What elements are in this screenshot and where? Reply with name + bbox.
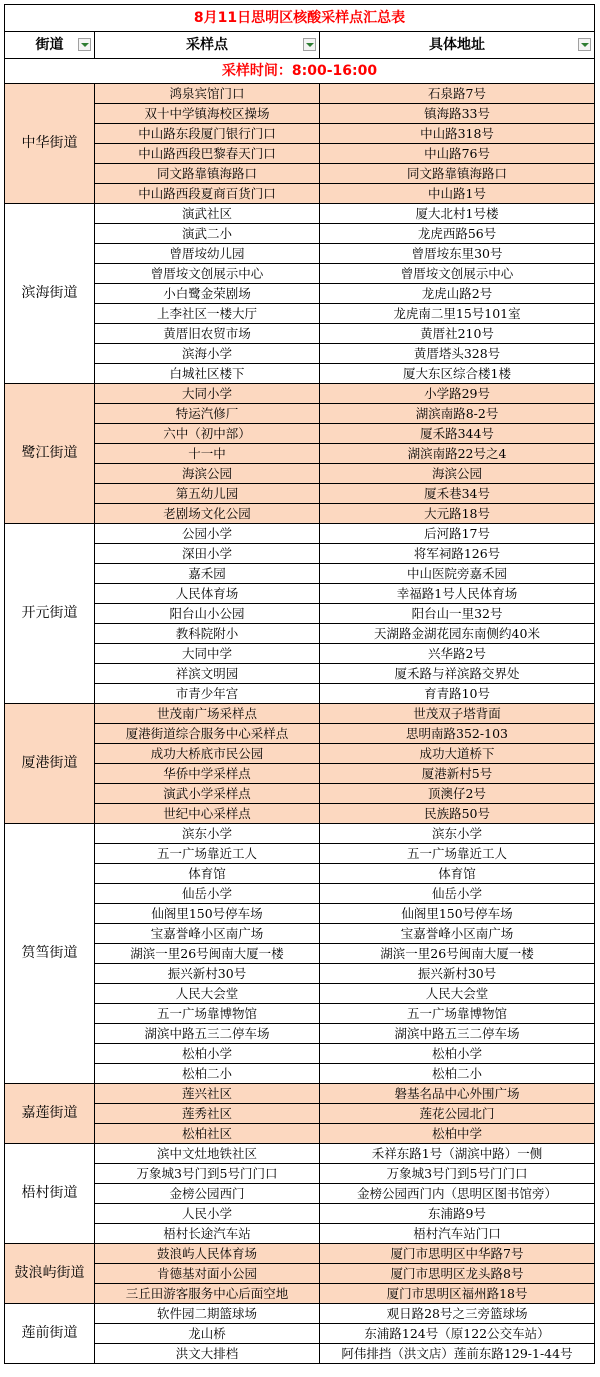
address-cell[interactable]: 中山路76号 [320,144,595,164]
address-cell[interactable]: 阿伟排挡（洪文店）莲前东路129-1-44号 [320,1344,595,1364]
address-cell[interactable]: 振兴新村30号 [320,964,595,984]
address-cell[interactable]: 民族路50号 [320,804,595,824]
site-cell[interactable]: 振兴新村30号 [95,964,320,984]
header-site[interactable] [95,32,320,59]
address-cell[interactable]: 成功大道桥下 [320,744,595,764]
filter-dropdown-icon[interactable] [303,38,316,51]
address-cell[interactable]: 育青路10号 [320,684,595,704]
site-cell[interactable]: 松柏小学 [95,1044,320,1064]
street-cell[interactable]: 鹭江街道 [5,384,95,524]
site-cell[interactable]: 鼓浪屿人民体育场 [95,1244,320,1264]
address-cell[interactable]: 黄厝社210号 [320,324,595,344]
site-cell[interactable]: 厦港街道综合服务中心采样点 [95,724,320,744]
address-cell[interactable]: 仙阁里150号停车场 [320,904,595,924]
address-cell[interactable]: 体育馆 [320,864,595,884]
street-cell[interactable]: 梧村街道 [5,1144,95,1244]
site-cell[interactable]: 第五幼儿园 [95,484,320,504]
site-cell[interactable]: 人民体育场 [95,584,320,604]
address-cell[interactable]: 金榜公园西门内（思明区图书馆旁） [320,1184,595,1204]
sampling-sites-table [4,4,595,1364]
address-cell[interactable]: 天湖路金湖花园东南侧约40米 [320,624,595,644]
site-cell[interactable]: 祥滨文明园 [95,664,320,684]
site-cell[interactable]: 演武小学采样点 [95,784,320,804]
address-cell[interactable]: 仙岳小学 [320,884,595,904]
address-cell[interactable]: 海滨公园 [320,464,595,484]
address-cell[interactable]: 阳台山一里32号 [320,604,595,624]
site-cell[interactable]: 鸿泉宾馆门口 [95,84,320,104]
address-cell[interactable]: 厦门市思明区福州路18号 [320,1284,595,1304]
site-cell[interactable]: 教科院附小 [95,624,320,644]
address-cell[interactable]: 厦禾巷34号 [320,484,595,504]
address-cell[interactable]: 同文路靠镇海路口 [320,164,595,184]
table-row [5,1144,595,1164]
site-cell[interactable]: 松柏二小 [95,1064,320,1084]
table-row [5,1304,595,1324]
site-cell[interactable]: 滨海小学 [95,344,320,364]
table-row [5,1244,595,1264]
site-cell[interactable]: 中山路西段夏商百货门口 [95,184,320,204]
address-cell[interactable]: 兴华路2号 [320,644,595,664]
site-cell[interactable]: 滨东小学 [95,824,320,844]
address-cell[interactable]: 松柏中学 [320,1124,595,1144]
street-cell[interactable]: 滨海街道 [5,204,95,384]
street-cell[interactable]: 莲前街道 [5,1304,95,1364]
site-cell[interactable]: 人民小学 [95,1204,320,1224]
address-cell[interactable]: 思明南路352-103 [320,724,595,744]
site-cell[interactable]: 老剧场文化公园 [95,504,320,524]
site-cell[interactable]: 深田小学 [95,544,320,564]
site-cell[interactable]: 十一中 [95,444,320,464]
header-address[interactable] [320,32,595,59]
site-cell[interactable]: 阳台山小公园 [95,604,320,624]
address-cell[interactable]: 湖滨南路8-2号 [320,404,595,424]
site-cell[interactable]: 市青少年宫 [95,684,320,704]
site-cell[interactable]: 软件园二期篮球场 [95,1304,320,1324]
street-cell[interactable]: 嘉莲街道 [5,1084,95,1144]
sampling-time: 采样时间：8:00-16:00 [5,59,595,84]
site-cell[interactable]: 体育馆 [95,864,320,884]
address-cell[interactable]: 中山路1号 [320,184,595,204]
address-cell[interactable]: 万象城3号门到5号门门口 [320,1164,595,1184]
filter-dropdown-icon[interactable] [78,38,91,51]
sheet-title: 8月11日思明区核酸采样点汇总表 [5,5,595,32]
address-cell[interactable]: 厦禾路344号 [320,424,595,444]
site-cell[interactable]: 湖滨中路五三二停车场 [95,1024,320,1044]
address-cell[interactable]: 东浦路9号 [320,1204,595,1224]
table-row [5,204,595,224]
site-cell[interactable]: 海滨公园 [95,464,320,484]
site-cell[interactable]: 双十中学镇海校区操场 [95,104,320,124]
address-cell[interactable]: 人民大会堂 [320,984,595,1004]
address-cell[interactable]: 龙虎西路56号 [320,224,595,244]
address-cell[interactable]: 镇海路33号 [320,104,595,124]
street-cell[interactable]: 鼓浪屿街道 [5,1244,95,1304]
site-cell[interactable]: 仙阁里150号停车场 [95,904,320,924]
address-cell[interactable]: 磐基名品中心外围广场 [320,1084,595,1104]
header-street-label: 街道 [35,36,64,53]
header-row [5,32,595,59]
site-cell[interactable]: 五一广场靠近工人 [95,844,320,864]
title-row [5,5,595,32]
site-cell[interactable]: 白城社区楼下 [95,364,320,384]
address-cell[interactable]: 厦门市思明区中华路7号 [320,1244,595,1264]
table-row [5,84,595,104]
header-address-label: 具体地址 [429,36,486,53]
site-cell[interactable]: 金榜公园西门 [95,1184,320,1204]
site-cell[interactable]: 中山路西段巴黎春天门口 [95,144,320,164]
table-row [5,704,595,724]
site-cell[interactable]: 湖滨一里26号闽南大厦一楼 [95,944,320,964]
address-cell[interactable]: 湖滨中路五三二停车场 [320,1024,595,1044]
header-street[interactable] [5,32,95,59]
site-cell[interactable]: 莲秀社区 [95,1104,320,1124]
site-cell[interactable]: 华侨中学采样点 [95,764,320,784]
site-cell[interactable]: 莲兴社区 [95,1084,320,1104]
site-cell[interactable]: 梧村长途汽车站 [95,1224,320,1244]
street-cell[interactable]: 开元街道 [5,524,95,704]
address-cell[interactable]: 观日路28号之三旁篮球场 [320,1304,595,1324]
address-cell[interactable]: 曾厝垵文创展示中心 [320,264,595,284]
street-cell[interactable]: 厦港街道 [5,704,95,824]
table-row [5,824,595,844]
site-cell[interactable]: 小白鹭金荣剧场 [95,284,320,304]
address-cell[interactable]: 松柏小学 [320,1044,595,1064]
address-cell[interactable]: 厦大北村1号楼 [320,204,595,224]
address-cell[interactable]: 中山路318号 [320,124,595,144]
address-cell[interactable]: 宝嘉誉峰小区南广场 [320,924,595,944]
site-cell[interactable]: 大同中学 [95,644,320,664]
site-cell[interactable]: 曾厝垵幼儿园 [95,244,320,264]
address-cell[interactable]: 将军祠路126号 [320,544,595,564]
address-cell[interactable]: 东浦路124号（原122公交车站） [320,1324,595,1344]
address-cell[interactable]: 厦禾路与祥滨路交界处 [320,664,595,684]
address-cell[interactable]: 五一广场靠博物馆 [320,1004,595,1024]
address-cell[interactable]: 龙虎南二里15号101室 [320,304,595,324]
address-cell[interactable]: 世茂双子塔背面 [320,704,595,724]
site-cell[interactable]: 万象城3号门到5号门门口 [95,1164,320,1184]
address-cell[interactable]: 湖滨南路22号之4 [320,444,595,464]
table-row [5,384,595,404]
address-cell[interactable]: 龙虎山路2号 [320,284,595,304]
address-cell[interactable]: 幸福路1号人民体育场 [320,584,595,604]
address-cell[interactable]: 厦港新村5号 [320,764,595,784]
address-cell[interactable]: 禾祥东路1号（湖滨中路）一侧 [320,1144,595,1164]
address-cell[interactable]: 小学路29号 [320,384,595,404]
site-cell[interactable]: 人民大会堂 [95,984,320,1004]
address-cell[interactable]: 中山医院旁嘉禾园 [320,564,595,584]
site-cell[interactable]: 公园小学 [95,524,320,544]
filter-dropdown-icon[interactable] [578,38,591,51]
address-cell[interactable]: 黄厝塔头328号 [320,344,595,364]
address-cell[interactable]: 后河路17号 [320,524,595,544]
address-cell[interactable]: 厦门市思明区龙头路8号 [320,1264,595,1284]
site-cell[interactable]: 演武二小 [95,224,320,244]
site-cell[interactable]: 世纪中心采样点 [95,804,320,824]
site-cell[interactable]: 黄厝旧农贸市场 [95,324,320,344]
table-row [5,1084,595,1104]
site-cell[interactable]: 洪文大排档 [95,1344,320,1364]
site-cell[interactable]: 仙岳小学 [95,884,320,904]
header-site-label: 采样点 [186,36,228,53]
street-cell[interactable]: 筼筜街道 [5,824,95,1084]
street-cell[interactable]: 中华街道 [5,84,95,204]
address-cell[interactable]: 莲花公园北门 [320,1104,595,1124]
site-cell[interactable]: 曾厝垵文创展示中心 [95,264,320,284]
address-cell[interactable]: 五一广场靠近工人 [320,844,595,864]
site-cell[interactable]: 三丘田游客服务中心后面空地 [95,1284,320,1304]
address-cell[interactable]: 湖滨一里26号闽南大厦一楼 [320,944,595,964]
address-cell[interactable]: 梧村汽车站门口 [320,1224,595,1244]
table-row [5,524,595,544]
address-cell[interactable]: 大元路18号 [320,504,595,524]
time-row [5,59,595,84]
site-cell[interactable]: 宝嘉誉峰小区南广场 [95,924,320,944]
address-cell[interactable]: 厦大东区综合楼1楼 [320,364,595,384]
site-cell[interactable]: 嘉禾园 [95,564,320,584]
address-cell[interactable]: 松柏二小 [320,1064,595,1084]
address-cell[interactable]: 曾厝垵东里30号 [320,244,595,264]
site-cell[interactable]: 成功大桥底市民公园 [95,744,320,764]
table-body [5,84,595,1364]
address-cell[interactable]: 顶澳仔2号 [320,784,595,804]
address-cell[interactable]: 石泉路7号 [320,84,595,104]
site-cell[interactable]: 上李社区一楼大厅 [95,304,320,324]
site-cell[interactable]: 特运汽修厂 [95,404,320,424]
site-cell[interactable]: 同文路靠镇海路口 [95,164,320,184]
site-cell[interactable]: 龙山桥 [95,1324,320,1344]
site-cell[interactable]: 中山路东段厦门银行门口 [95,124,320,144]
address-cell[interactable]: 滨东小学 [320,824,595,844]
site-cell[interactable]: 松柏社区 [95,1124,320,1144]
site-cell[interactable]: 世茂南广场采样点 [95,704,320,724]
site-cell[interactable]: 六中（初中部） [95,424,320,444]
site-cell[interactable]: 肯德基对面小公园 [95,1264,320,1284]
site-cell[interactable]: 五一广场靠博物馆 [95,1004,320,1024]
site-cell[interactable]: 滨中文灶地铁社区 [95,1144,320,1164]
site-cell[interactable]: 演武社区 [95,204,320,224]
site-cell[interactable]: 大同小学 [95,384,320,404]
